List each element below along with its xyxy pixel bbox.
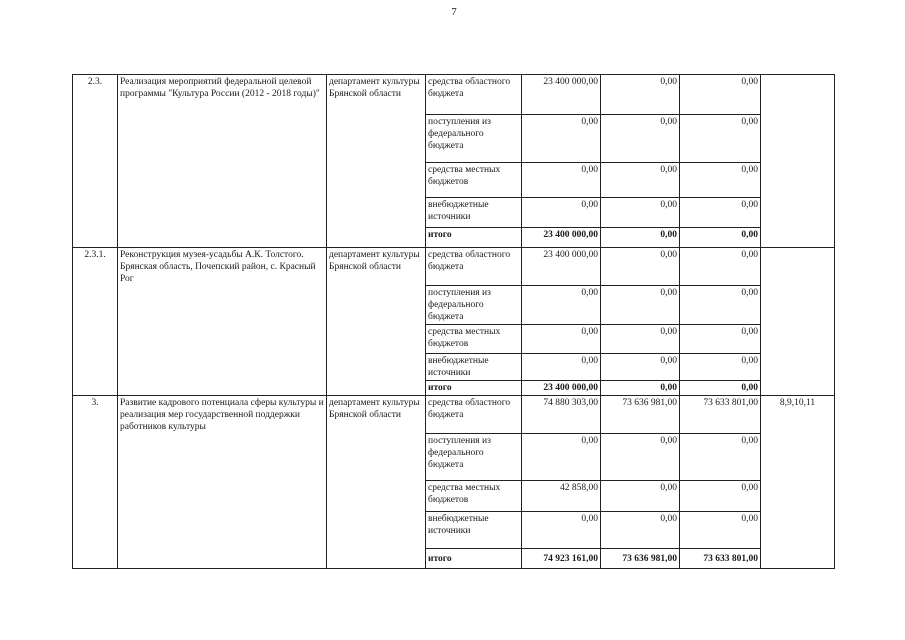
- money-total: 23 400 000,00: [522, 228, 601, 248]
- item-number: 2.3.: [73, 75, 118, 248]
- money-cell: 0,00: [601, 354, 680, 381]
- money-cell: 0,00: [680, 325, 761, 354]
- item-number: 2.3.1.: [73, 248, 118, 396]
- money-cell: 0,00: [601, 325, 680, 354]
- money-cell: 0,00: [601, 248, 680, 286]
- money-cell: 0,00: [601, 163, 680, 198]
- money-cell: 73 633 801,00: [680, 396, 761, 434]
- money-cell: 23 400 000,00: [522, 75, 601, 115]
- item-name: Реконструкция музея-усадьбы А.К. Толстого. Брянская область, Почепский район, с. Красный Рог: [118, 248, 327, 396]
- source-label: средства областного бюджета: [426, 75, 522, 115]
- money-cell: 0,00: [522, 434, 601, 481]
- money-cell: 42 858,00: [522, 481, 601, 512]
- money-cell: 0,00: [522, 286, 601, 325]
- goal-indicators: [761, 248, 835, 396]
- money-cell: 0,00: [522, 115, 601, 163]
- money-cell: 0,00: [601, 198, 680, 228]
- source-label: внебюджетные источники: [426, 354, 522, 381]
- money-cell: 0,00: [522, 198, 601, 228]
- source-label: средства местных бюджетов: [426, 163, 522, 198]
- source-label: внебюджетные источники: [426, 512, 522, 549]
- source-label-total: итого: [426, 381, 522, 396]
- money-total: 0,00: [601, 381, 680, 396]
- goal-indicators: 8,9,10,11: [761, 396, 835, 569]
- item-executor: департамент культуры Брянской области: [327, 75, 426, 248]
- money-cell: 0,00: [601, 481, 680, 512]
- page-number: 7: [451, 6, 457, 18]
- money-cell: 0,00: [680, 198, 761, 228]
- item-name: Реализация мероприятий федеральной целевой программы "Культура России (2012 - 2018 годы)": [118, 75, 327, 248]
- money-total: 0,00: [601, 228, 680, 248]
- table-row: [73, 248, 835, 286]
- source-label: внебюджетные источники: [426, 198, 522, 228]
- money-cell: 0,00: [680, 286, 761, 325]
- source-label: поступления из федерального бюджета: [426, 434, 522, 481]
- table-row: [73, 396, 835, 434]
- money-cell: 0,00: [601, 512, 680, 549]
- item-number: 3.: [73, 396, 118, 569]
- money-cell: 0,00: [680, 512, 761, 549]
- source-label: средства областного бюджета: [426, 396, 522, 434]
- item-executor: департамент культуры Брянской области: [327, 396, 426, 569]
- money-cell: 0,00: [522, 325, 601, 354]
- money-total: 0,00: [680, 381, 761, 396]
- money-total: 73 636 981,00: [601, 549, 680, 569]
- source-label: поступления из федерального бюджета: [426, 115, 522, 163]
- money-cell: 73 636 981,00: [601, 396, 680, 434]
- item-executor: департамент культуры Брянской области: [327, 248, 426, 396]
- money-cell: 0,00: [680, 354, 761, 381]
- item-name: Развитие кадрового потенциала сферы культуры и реализация мер государственной поддержки работников культуры: [118, 396, 327, 569]
- money-cell: 0,00: [680, 434, 761, 481]
- source-label: поступления из федерального бюджета: [426, 286, 522, 325]
- money-cell: 74 880 303,00: [522, 396, 601, 434]
- source-label: средства местных бюджетов: [426, 325, 522, 354]
- money-total: 73 633 801,00: [680, 549, 761, 569]
- source-label: средства областного бюджета: [426, 248, 522, 286]
- money-cell: 0,00: [601, 115, 680, 163]
- money-cell: 0,00: [601, 286, 680, 325]
- money-cell: 0,00: [680, 75, 761, 115]
- money-cell: 23 400 000,00: [522, 248, 601, 286]
- money-cell: 0,00: [680, 163, 761, 198]
- budget-table: [72, 74, 835, 569]
- source-label-total: итого: [426, 228, 522, 248]
- money-cell: 0,00: [522, 163, 601, 198]
- money-cell: 0,00: [680, 481, 761, 512]
- money-total: 23 400 000,00: [522, 381, 601, 396]
- money-cell: 0,00: [522, 354, 601, 381]
- goal-indicators: [761, 75, 835, 248]
- money-total: 74 923 161,00: [522, 549, 601, 569]
- table-row: [73, 75, 835, 115]
- money-cell: 0,00: [601, 75, 680, 115]
- money-cell: 0,00: [601, 434, 680, 481]
- money-cell: 0,00: [680, 248, 761, 286]
- source-label-total: итого: [426, 549, 522, 569]
- source-label: средства местных бюджетов: [426, 481, 522, 512]
- money-total: 0,00: [680, 228, 761, 248]
- money-cell: 0,00: [522, 512, 601, 549]
- money-cell: 0,00: [680, 115, 761, 163]
